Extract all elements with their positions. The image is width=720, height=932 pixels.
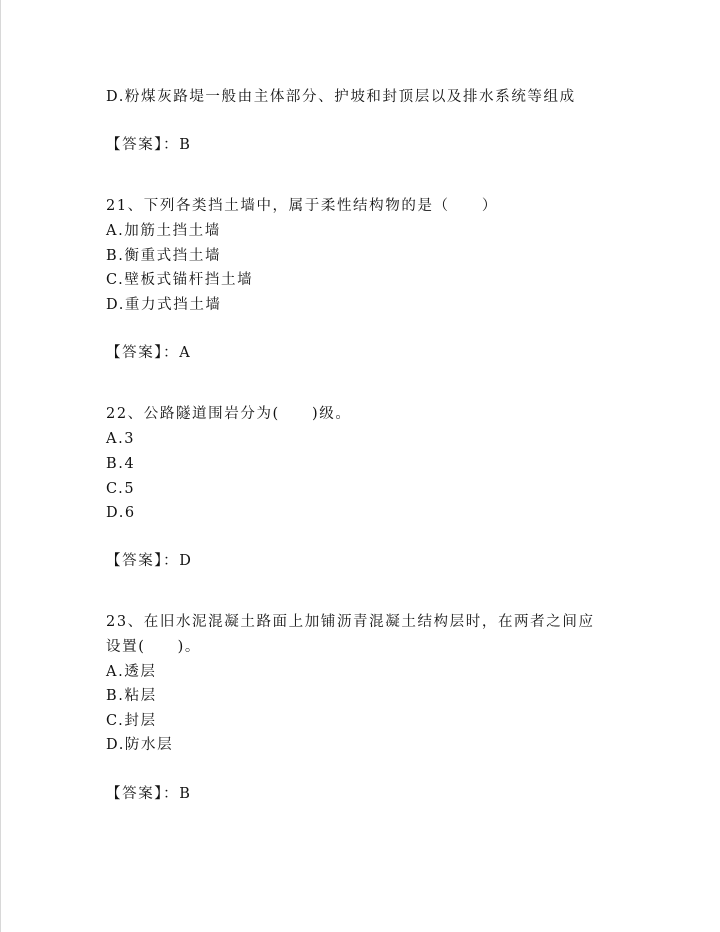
option-d: D.6 bbox=[106, 505, 136, 521]
answer-line: 【答案】：D bbox=[106, 553, 193, 569]
option-c: C.壁板式锚杆挡土墙 bbox=[106, 272, 254, 288]
option-a: A.透层 bbox=[106, 664, 157, 680]
option-a: A.3 bbox=[106, 431, 136, 447]
answer-line: 【答案】：B bbox=[106, 786, 192, 802]
option-d: D.重力式挡土墙 bbox=[106, 297, 222, 313]
question-stem-continued: 设置( )。 bbox=[106, 639, 202, 655]
option-d: D.粉煤灰路堤一般由主体部分、护坡和封顶层以及排水系统等组成 bbox=[106, 89, 576, 105]
option-c: C.封层 bbox=[106, 713, 157, 729]
option-a: A.加筋土挡土墙 bbox=[106, 223, 221, 239]
option-d: D.防水层 bbox=[106, 737, 174, 753]
question-stem: 22、公路隧道围岩分为( )级。 bbox=[106, 406, 352, 422]
option-c: C.5 bbox=[106, 481, 136, 497]
answer-line: 【答案】：B bbox=[106, 137, 192, 153]
question-stem: 21、下列各类挡土墙中，属于柔性结构物的是（ ） bbox=[106, 198, 498, 214]
option-b: B.衡重式挡土墙 bbox=[106, 248, 222, 264]
page-edge bbox=[0, 0, 1, 932]
question-stem: 23、在旧水泥混凝土路面上加铺沥青混凝土结构层时，在两者之间应 bbox=[106, 614, 595, 630]
option-b: B.粘层 bbox=[106, 688, 157, 704]
answer-line: 【答案】：A bbox=[106, 345, 192, 361]
option-b: B.4 bbox=[106, 456, 136, 472]
